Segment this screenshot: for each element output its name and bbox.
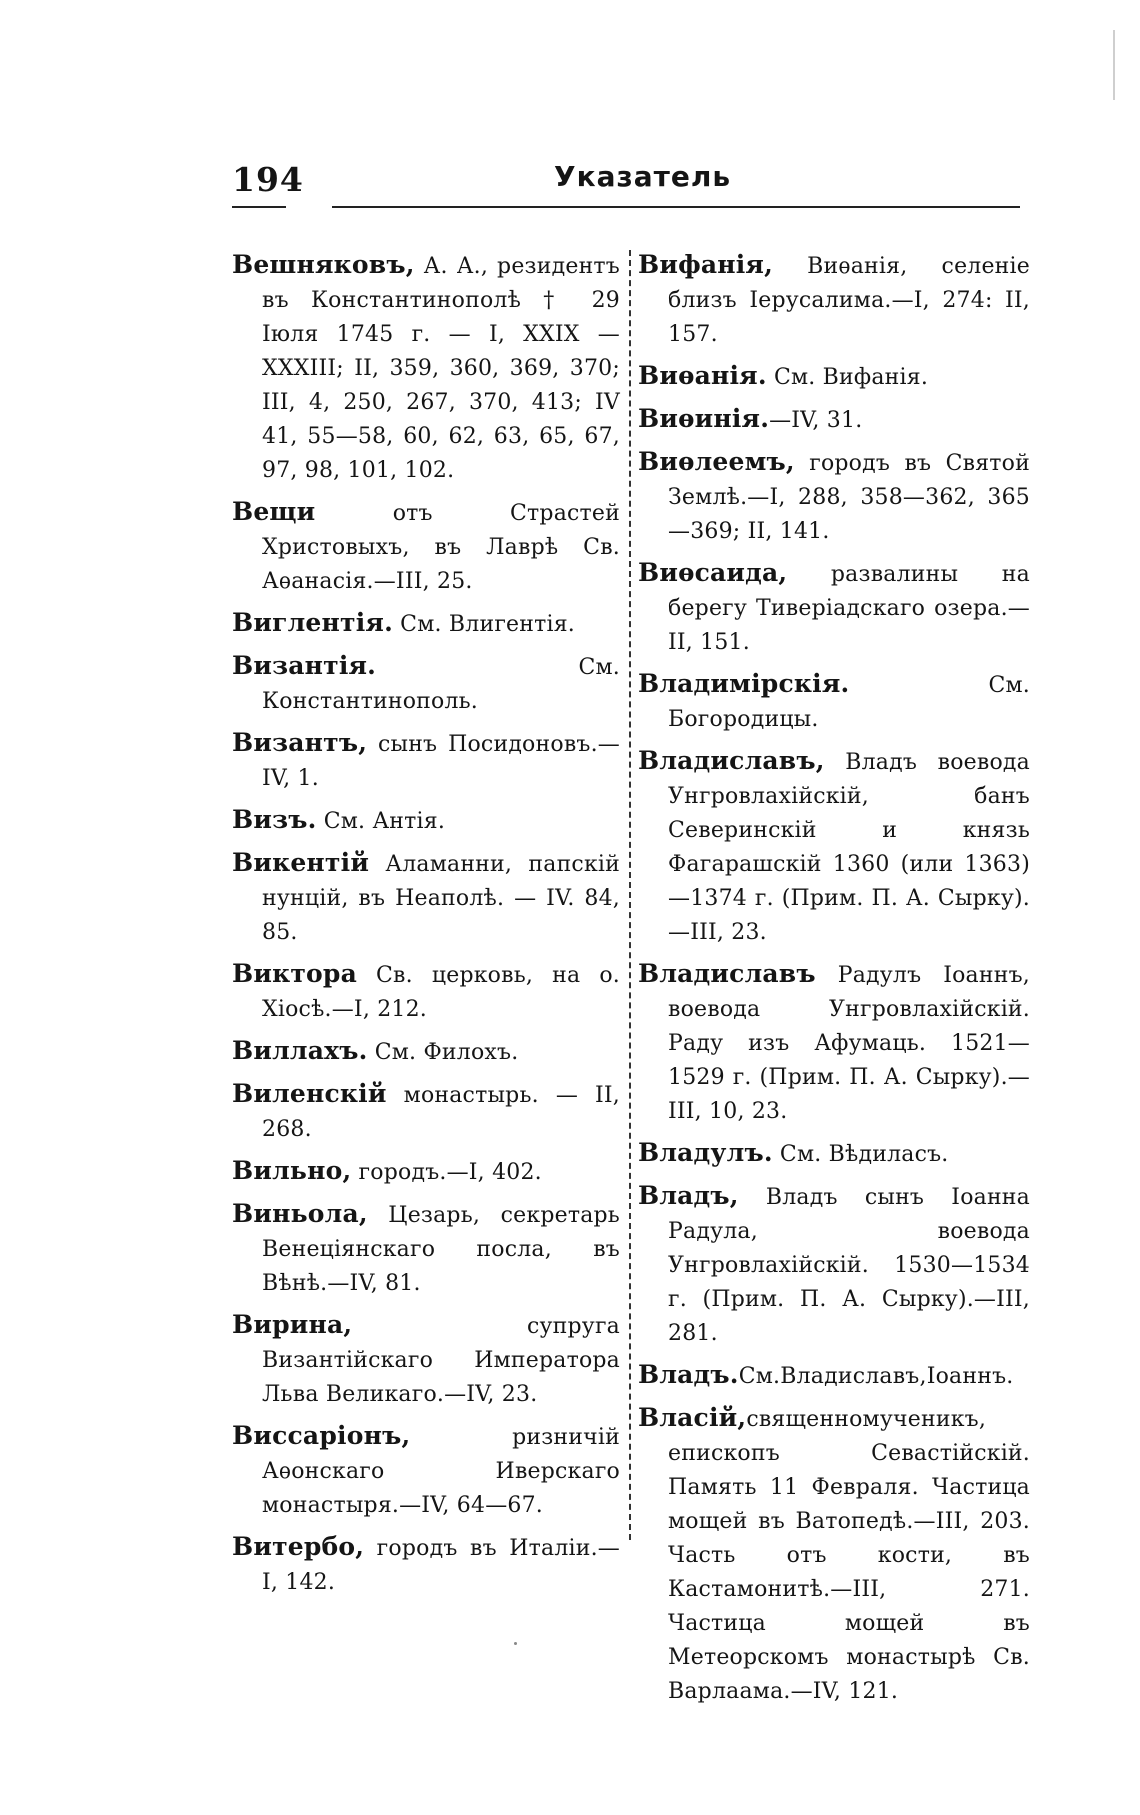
entry-headword: Визъ.: [232, 805, 317, 834]
entry-headword: Владимірскія.: [638, 669, 850, 698]
page-header: [232, 160, 1022, 210]
index-entry: [638, 445, 1030, 549]
index-entry: [638, 248, 1030, 352]
index-entry: [232, 957, 620, 1027]
entry-headword: Вещи: [232, 497, 316, 526]
entry-text: См. Вѣдиласъ.: [772, 1142, 949, 1167]
index-entry: [232, 803, 620, 839]
entry-text: отъ Страстей Христовыхъ, въ Лаврѣ Св. Аѳанасія.—III, 25.: [262, 501, 620, 594]
entry-headword: Владъ.: [638, 1360, 739, 1389]
entry-headword: Викентій: [232, 848, 370, 877]
entry-headword: Виленскій: [232, 1079, 387, 1108]
scan-edge-line: [1113, 30, 1115, 100]
entry-text: См. Антія.: [316, 809, 446, 834]
entry-text: Св. церковь, на о. Хіосѣ.—I, 212.: [262, 963, 620, 1022]
header-rule-left: [232, 206, 286, 208]
index-entry: [232, 606, 620, 642]
index-entry: [638, 1136, 1030, 1172]
index-entry: [232, 1077, 620, 1147]
index-entry: [232, 1034, 620, 1070]
entry-text: А. А., резидентъ въ Константинополѣ † 29 Іюля 1745 г. — I, XXIX — XXXIII; II, 359, 360, 369, 370; III, 4, 250, 267, 370, 413; IV 41, 55—58, 60, 62, 63, 65, 67, 97, 98, 101, 102.: [262, 254, 620, 483]
index-entry: [638, 744, 1030, 950]
entry-text: Владъ сынъ Іоанна Радула, воевода Унгровлахійскій. 1530—1534 г. (Прим. П. А. Сырку).—III, 281.: [668, 1185, 1030, 1346]
entry-headword: Власій,: [638, 1403, 747, 1432]
entry-text: См.Владиславъ,Іоаннъ.: [738, 1364, 1014, 1389]
entry-text: См. Влигентія.: [392, 612, 576, 637]
entry-headword: Византія.: [232, 651, 377, 680]
index-entry: [232, 1530, 620, 1600]
entry-headword: Витербо,: [232, 1532, 365, 1561]
right-column: [638, 248, 1030, 1716]
entry-text: городъ.—I, 402.: [351, 1160, 542, 1185]
entry-text: См. Филохъ.: [367, 1040, 519, 1065]
entry-headword: Вифанія,: [638, 250, 773, 279]
index-entry: [638, 1179, 1030, 1351]
entry-headword: Византъ,: [232, 728, 368, 757]
entry-headword: Владиславъ,: [638, 746, 825, 775]
entry-text: Радулъ Іоаннъ, воевода Унгровлахійскій. Раду изъ Афумаць. 1521—1529 г. (Прим. П. А. Сырку).—III, 10, 23.: [668, 963, 1030, 1124]
entry-headword: Вирина,: [232, 1310, 353, 1339]
index-entry: [638, 359, 1030, 395]
entry-text: сынъ Посидоновъ.—IV, 1.: [262, 732, 620, 791]
index-entry: [232, 1419, 620, 1523]
index-entry: [638, 957, 1030, 1129]
entry-text: См. Вифанія.: [766, 365, 929, 390]
footer-mark: [514, 1642, 517, 1645]
entry-headword: Виѳинія.: [638, 404, 770, 433]
index-entry: [638, 1401, 1030, 1709]
entry-headword: Виньола,: [232, 1199, 368, 1228]
entry-text: См. Константинополь.: [262, 655, 620, 714]
entry-headword: Владиславъ: [638, 959, 816, 988]
entry-text: См. Богородицы.: [668, 673, 1030, 732]
entry-text: Аламанни, папскій нунцій, въ Неаполѣ. — IV. 84, 85.: [262, 852, 620, 945]
entry-text: городъ въ Италіи.—I, 142.: [262, 1536, 620, 1595]
left-column: [232, 248, 620, 1607]
index-entry: [232, 726, 620, 796]
index-entry: [232, 495, 620, 599]
entry-headword: Вильно,: [232, 1156, 352, 1185]
index-entry: [638, 667, 1030, 737]
entry-headword: Виѳсаида,: [638, 558, 788, 587]
entry-text: развалины на берегу Тиверіадскаго озера.—II, 151.: [668, 562, 1030, 655]
entry-headword: Виѳлеемъ,: [638, 447, 795, 476]
column-divider: [629, 250, 631, 1540]
index-entry: [232, 1197, 620, 1301]
index-entry: [232, 1308, 620, 1412]
running-title: Указатель: [554, 160, 732, 193]
entry-text: священномученикъ, епископъ Севастійскій. Память 11 Февраля. Частица мощей въ Ватопедѣ.—III, 203. Часть отъ кости, въ Кастамонитѣ.—III, 271. Частица мощей въ Метеорскомъ монастырѣ Св. Варлаама.—IV, 121.: [668, 1407, 1030, 1704]
entry-headword: Вешняковъ,: [232, 250, 415, 279]
entry-text: городъ въ Святой Землѣ.—I, 288, 358—362, 365—369; II, 141.: [668, 451, 1030, 544]
entry-headword: Виссаріонъ,: [232, 1421, 411, 1450]
index-entry: [638, 556, 1030, 660]
index-entry: [232, 846, 620, 950]
index-entry: [638, 1358, 1030, 1394]
entry-headword: Владулъ.: [638, 1138, 773, 1167]
entry-text: монастырь. — II, 268.: [262, 1083, 620, 1142]
entry-text: ризничій Аѳонскаго Иверскаго монастыря.—IV, 64—67.: [262, 1425, 620, 1518]
index-entry: [232, 1154, 620, 1190]
index-entry: [232, 248, 620, 488]
entry-headword: Виглентія.: [232, 608, 393, 637]
entry-headword: Виѳанія.: [638, 361, 767, 390]
entry-text: Виѳанія, селеніе близъ Іерусалима.—I, 274: II, 157.: [668, 254, 1030, 347]
index-entry: [638, 402, 1030, 438]
entry-text: Цезарь, секретарь Венеціянскаго посла, въ Вѣнѣ.—IV, 81.: [262, 1203, 620, 1296]
entry-headword: Виллахъ.: [232, 1036, 368, 1065]
entry-text: супруга Византійскаго Императора Льва Великаго.—IV, 23.: [262, 1314, 620, 1407]
index-entry: [232, 649, 620, 719]
page-number: 194: [232, 160, 304, 199]
entry-headword: Виктора: [232, 959, 357, 988]
entry-text: Владъ воевода Унгровлахійскій, банъ Северинскій и князь Фагарашскій 1360 (или 1363)—1374 г. (Прим. П. А. Сырку).—III, 23.: [668, 750, 1030, 945]
header-rule: [332, 206, 1020, 208]
entry-text: —IV, 31.: [769, 408, 863, 433]
entry-headword: Владъ,: [638, 1181, 739, 1210]
